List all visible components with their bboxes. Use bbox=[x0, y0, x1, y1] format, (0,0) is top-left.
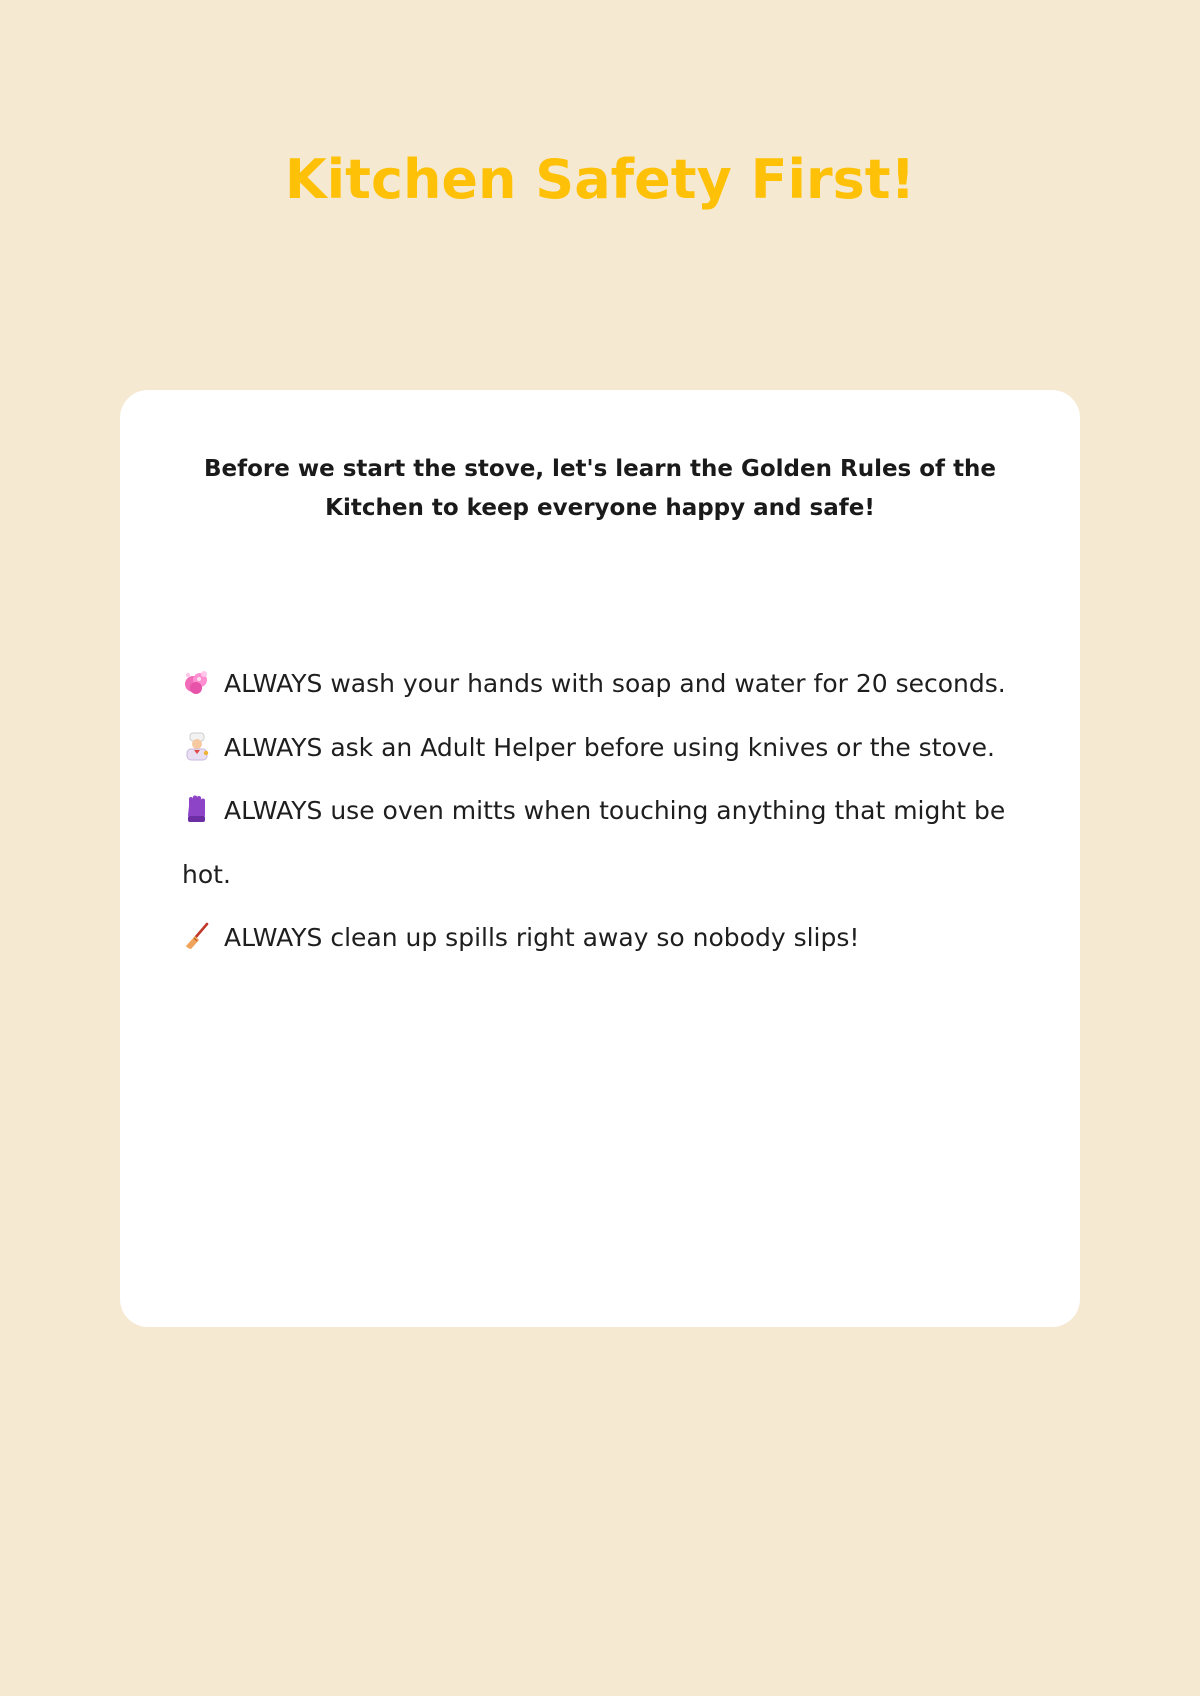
rules-card bbox=[120, 390, 1080, 1327]
cook-icon bbox=[182, 731, 212, 761]
rules-list bbox=[182, 652, 1022, 970]
rule-text: ALWAYS clean up spills right away so nobody slips! bbox=[224, 923, 860, 952]
rule-text: ALWAYS wash your hands with soap and water for 20 seconds. bbox=[224, 669, 1006, 698]
intro-text: Before we start the stove, let's learn the Golden Rules of the Kitchen to keep everyone happy and safe! bbox=[203, 456, 997, 521]
glove-icon bbox=[182, 794, 212, 824]
page-title: Kitchen Safety First! bbox=[284, 148, 916, 211]
rule-item-wash-hands bbox=[182, 652, 1022, 716]
rule-item-clean-spills bbox=[182, 906, 1022, 970]
broom-icon bbox=[182, 921, 212, 951]
rule-text: ALWAYS use oven mitts when touching anything that might be hot. bbox=[182, 796, 1006, 889]
soap-icon bbox=[182, 667, 212, 697]
rule-item-oven-mitts bbox=[182, 779, 1022, 906]
rule-text: ALWAYS ask an Adult Helper before using knives or the stove. bbox=[224, 732, 995, 762]
rule-item-adult-helper bbox=[182, 716, 1022, 780]
